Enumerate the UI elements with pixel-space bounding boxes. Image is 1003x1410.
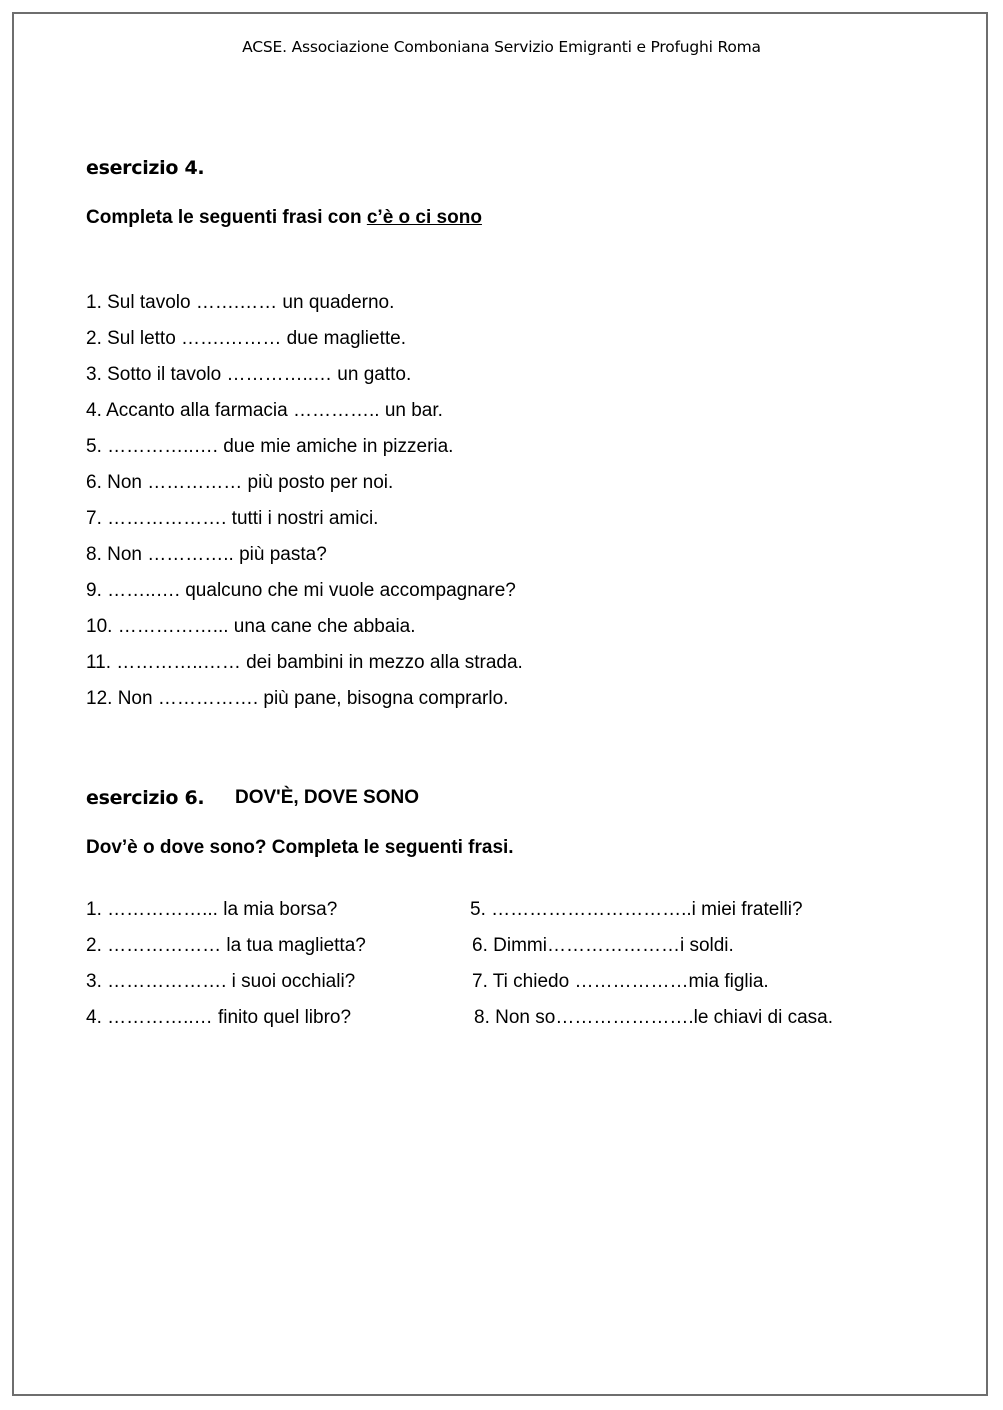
exercise-4-instruction bbox=[86, 207, 482, 229]
exercise-6-right-column bbox=[470, 897, 833, 1041]
exercise-4-item: 8. Non ………….. più pasta? bbox=[86, 544, 327, 565]
exercise-6-instruction: Dov’è o dove sono? Completa le seguenti frasi. bbox=[86, 837, 514, 858]
exercise-6-title: esercizio 6. bbox=[86, 787, 205, 809]
exercise-4-item: 5. …………..…. due mie amiche in pizzeria. bbox=[86, 436, 454, 457]
exercise-6-item: 3. ………………. i suoi occhiali? bbox=[86, 971, 356, 992]
exercise-4-item: 9. ……..…. qualcuno che mi vuole accompagnare? bbox=[86, 580, 516, 601]
exercise-4-instruction-text: Completa le seguenti frasi con bbox=[86, 207, 367, 228]
exercise-4-instruction-keywords: c’è o ci sono bbox=[366, 207, 482, 228]
page-header: ACSE. Associazione Comboniana Servizio Emigranti e Profughi Roma bbox=[242, 38, 761, 56]
exercise-6-item: 8. Non so………………….le chiavi di casa. bbox=[474, 1007, 834, 1028]
exercise-4-item: 12. Non ……………. più pane, bisogna comprarlo. bbox=[86, 688, 509, 709]
exercise-4-title: esercizio 4. bbox=[86, 157, 205, 179]
exercise-4-item: 4. Accanto alla farmacia ………….. un bar. bbox=[86, 400, 443, 421]
exercise-4-item: 2. Sul letto …….……… due magliette. bbox=[86, 328, 406, 349]
exercise-6-item: 6. Dimmi…………………i soldi. bbox=[472, 935, 734, 956]
exercise-6-item: 2. ……………… la tua maglietta? bbox=[86, 935, 366, 956]
exercise-4-item: 3. Sotto il tavolo …………..… un gatto. bbox=[86, 364, 412, 385]
exercise-6-item: 7. Ti chiedo ………………mia figlia. bbox=[472, 971, 769, 992]
exercise-4-item: 6. Non …………… più posto per noi. bbox=[86, 472, 394, 493]
exercise-4-item: 11. …………..…… dei bambini in mezzo alla strada. bbox=[86, 652, 523, 673]
exercise-4-item: 1. Sul tavolo …….…… un quaderno. bbox=[86, 292, 395, 313]
exercise-4-item: 10. ……………... una cane che abbaia. bbox=[86, 616, 416, 637]
exercise-4-item: 7. ………………. tutti i nostri amici. bbox=[86, 508, 379, 529]
exercise-6-item: 4. …………..… finito quel libro? bbox=[86, 1007, 352, 1028]
exercise-4-list bbox=[86, 290, 523, 722]
exercise-6-left-column bbox=[86, 897, 366, 1041]
exercise-6-subtitle: DOV'È, DOVE SONO bbox=[235, 787, 419, 808]
exercise-6-item: 5. …………………………..i miei fratelli? bbox=[470, 899, 803, 920]
exercise-6-item: 1. ……………... la mia borsa? bbox=[86, 899, 338, 920]
